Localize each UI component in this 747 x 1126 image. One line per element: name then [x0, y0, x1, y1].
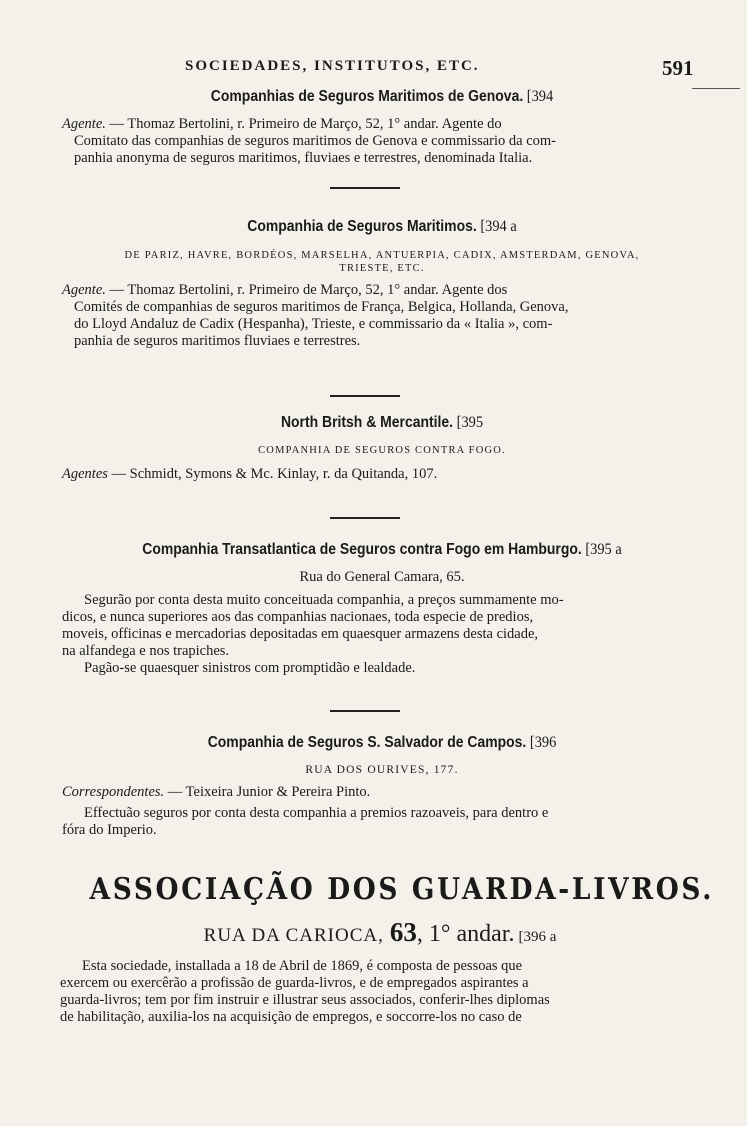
association-line: guarda-livros; tem por fim instruir e illustrar seus associados, conferir-lhes diplomas — [60, 992, 550, 1008]
association-line: Esta sociedade, installada a 18 de Abril de 1869, é composta de pessoas que — [82, 958, 523, 974]
entry-agent — [62, 784, 702, 801]
entry-transatlantica — [62, 541, 702, 677]
association-address — [50, 917, 710, 948]
entry-address: RUA DOS OURIVES, 177. — [305, 764, 459, 776]
association-street: RUA DA CARIOCA, — [203, 925, 384, 946]
entry-ref: [394 — [526, 88, 554, 105]
entry-cities: DE PARIZ, HAVRE, BORDÉOS, MARSELHA, ANTUERPIA, CADIX, AMSTERDAM, GENOVA, — [124, 250, 640, 261]
separator-rule — [330, 517, 400, 519]
entry-address: Rua do General Camara, 65. — [299, 569, 465, 585]
separator-rule — [330, 187, 400, 189]
entry-line: Comitato das companhias de seguros maritimos de Genova e commissario da com- — [74, 133, 557, 149]
entry-line: na alfandega e nos trapiches. — [62, 643, 230, 659]
entry-ref: [394 a — [480, 218, 517, 235]
association-line: exercem ou exercêrão a profissão de guarda-livros, e de empregados aspirantes a — [60, 975, 529, 991]
association-block — [50, 872, 715, 1026]
association-ref: [396 a — [518, 929, 557, 945]
entry-genova — [62, 88, 702, 167]
entry-agent — [62, 466, 702, 483]
entry-title — [94, 88, 670, 106]
association-floor: , 1° andar. — [416, 921, 515, 947]
agent-text: — Thomaz Bertolini, r. Primeiro de Março, 52, 1° andar. Agente do — [105, 116, 502, 132]
entry-title-text: Companhia de Seguros S. Salvador de Campos. — [207, 734, 527, 751]
entry-ref: [396 — [529, 734, 557, 751]
entry-subtitle: COMPANHIA DE SEGUROS CONTRA FOGO. — [258, 445, 506, 456]
association-line: de habilitação, auxilia-los na acquisição de empregos, e soccorre-los no caso de — [60, 1009, 522, 1025]
entry-title — [94, 414, 670, 432]
entry-ref: [395 a — [585, 541, 622, 558]
agent-label: Agente. — [62, 116, 106, 132]
page-number: 591 — [662, 56, 694, 80]
agent-text: — Teixeira Junior & Pereira Pinto. — [164, 784, 371, 800]
entry-title-text: North Britsh & Mercantile. — [280, 414, 454, 431]
agent-label: Agentes — [62, 466, 108, 482]
running-header — [0, 58, 747, 88]
entry-title — [94, 541, 670, 559]
separator-rule — [330, 395, 400, 397]
entry-line: dicos, e nunca superiores aos das companhias nacionaes, toda especie de predios, — [62, 609, 534, 625]
agent-text: — Thomaz Bertolini, r. Primeiro de Março, 52, 1° andar. Agente dos — [105, 282, 508, 298]
association-number: 63 — [389, 917, 417, 947]
entry-cities: TRIESTE, ETC. — [339, 263, 425, 274]
entry-line: Effectuão seguros por conta desta companhia a premios razoaveis, para dentro e — [84, 805, 549, 821]
entry-title-text: Companhias de Seguros Maritimos de Genova. — [210, 88, 524, 105]
agent-label: Correspondentes. — [62, 784, 165, 800]
entry-line: panhia de seguros maritimos fluviaes e terrestres. — [74, 333, 361, 349]
entry-line: moveis, officinas e mercadorias depositadas em quaesquer armazens desta cidade, — [62, 626, 539, 642]
entry-line: panhia anonyma de seguros maritimos, fluviaes e terrestres, denominada Italia. — [74, 150, 533, 166]
entry-maritimos — [62, 218, 702, 350]
entry-title — [94, 734, 670, 752]
entry-salvador-campos — [62, 734, 702, 839]
running-header-title: SOCIEDADES, INSTITUTOS, ETC. — [185, 58, 480, 74]
entry-line: do Lloyd Andaluz de Cadix (Hespanha), Trieste, e commissario da « Italia », com- — [74, 316, 553, 332]
entry-line: Comités de companhias de seguros maritimos de França, Belgica, Hollanda, Genova, — [74, 299, 569, 315]
entry-title-text: Companhia de Seguros Maritimos. — [247, 218, 477, 235]
entry-ref: [395 — [456, 414, 484, 431]
entry-line: fóra do Imperio. — [62, 822, 157, 838]
entry-line: Segurão por conta desta muito conceituada companhia, a preços summamente mo- — [84, 592, 564, 608]
entry-agent — [62, 282, 702, 299]
agent-text: — Schmidt, Symons & Mc. Kinlay, r. da Quitanda, 107. — [107, 466, 438, 482]
entry-line: Pagão-se quaesquer sinistros com promptidão e lealdade. — [84, 660, 416, 676]
agent-label: Agente. — [62, 282, 106, 298]
entry-title-text: Companhia Transatlantica de Seguros contra Fogo em Hamburgo. — [142, 541, 582, 558]
entry-north-british — [62, 414, 702, 483]
entry-agent — [62, 116, 702, 133]
separator-rule — [330, 710, 400, 712]
association-title: ASSOCIAÇÃO DOS GUARDA-LIVROS. — [89, 872, 715, 907]
entry-title — [94, 218, 670, 236]
